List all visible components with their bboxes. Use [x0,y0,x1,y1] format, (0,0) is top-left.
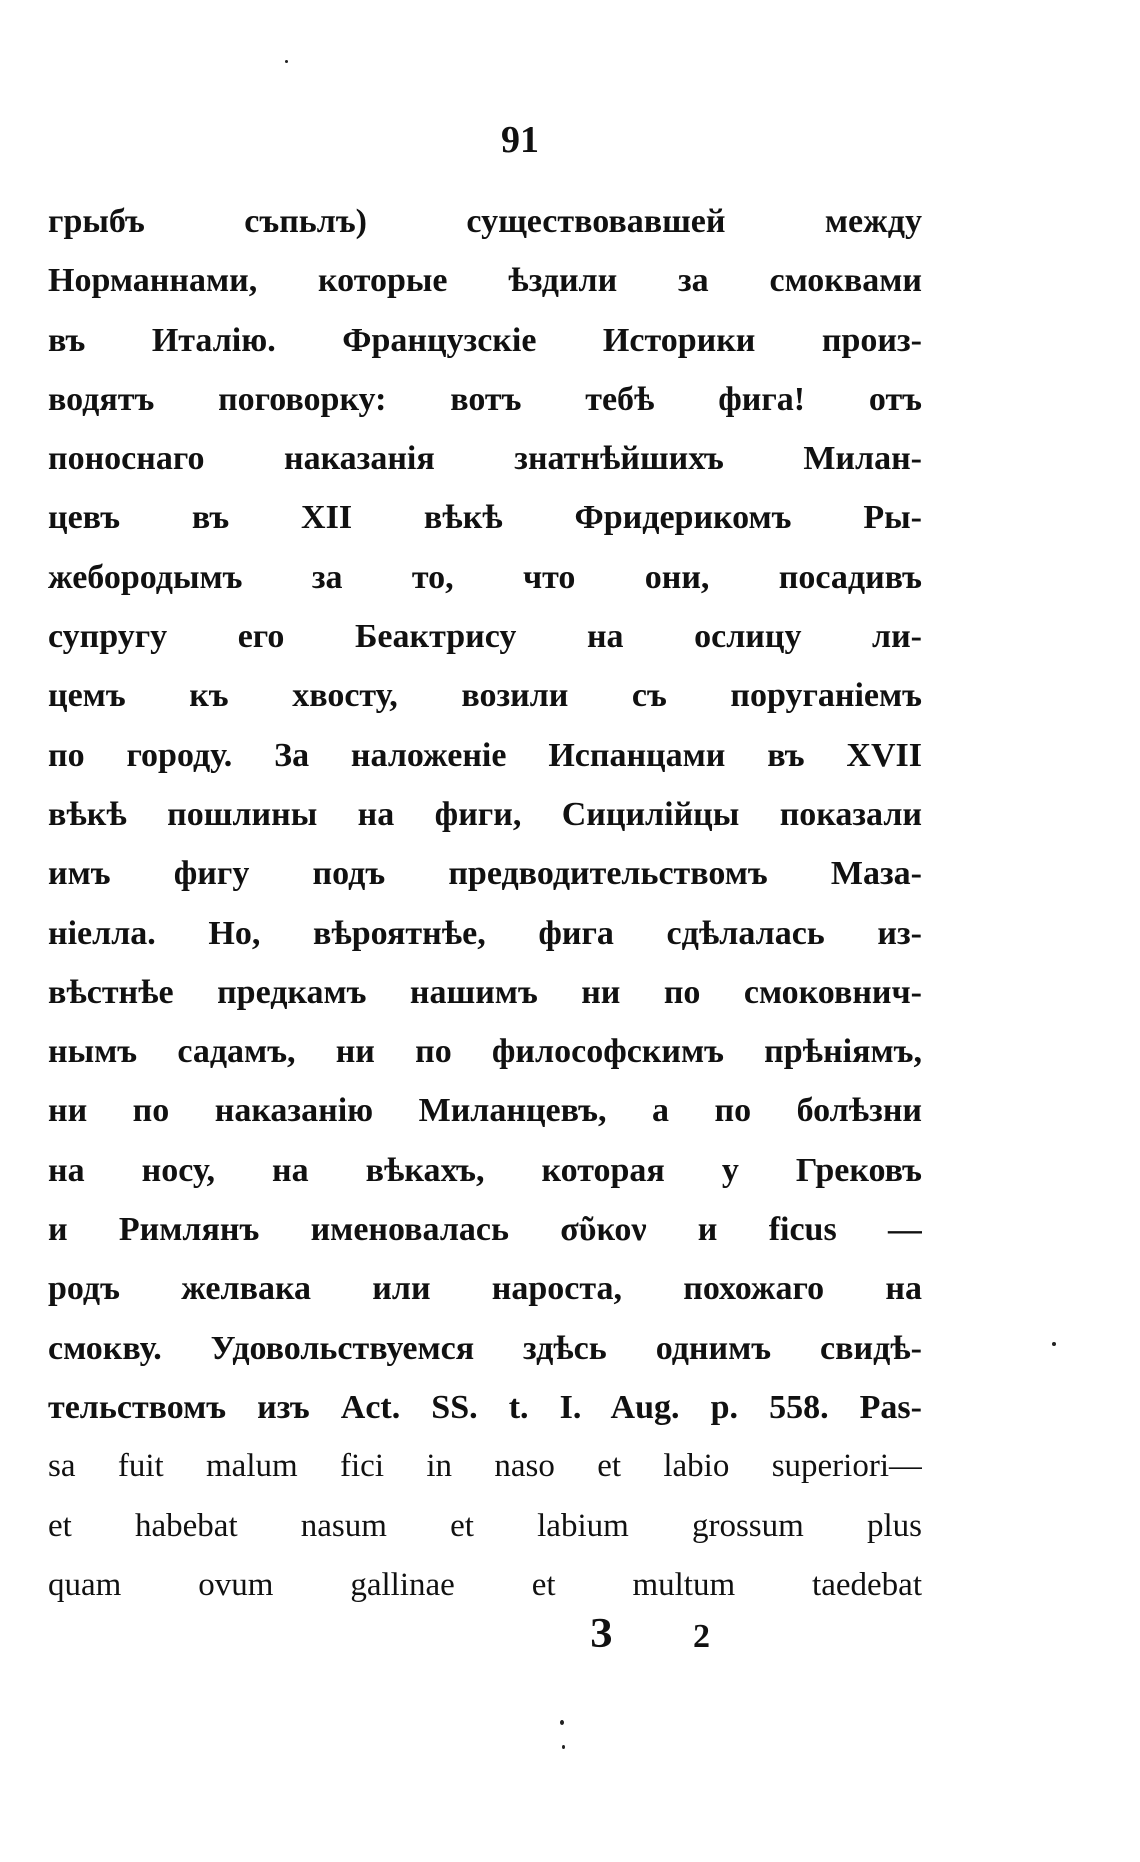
text-line: на носу, на вѣкахъ, которая у Грековъ [48,1151,922,1189]
text-line: вѣстнѣе предкамъ нашимъ ни по смоковнич- [48,973,922,1011]
text-line: жебородымъ за то, что они, посадивъ [48,558,922,596]
text-line: quam ovum gallinae et multum taedebat [48,1566,922,1603]
text-line: и Римлянъ именовалась σῦκον и ficus — [48,1211,922,1249]
page-number: 91 [501,119,539,161]
text-line: ни по наказанію Миланцевъ, а по болѣзни [48,1092,922,1130]
text-line: грыбъ съпьлъ) существовавшей между [48,203,922,240]
ink-speck [1052,1342,1056,1346]
signature-mark [590,1610,710,1658]
text-line: водятъ поговорку: вотъ тебѣ фига! отъ [48,380,922,418]
ink-speck [285,60,288,63]
text-line: поноснаго наказанія знатнѣйшихъ Милан- [48,440,922,478]
signature-letter: З [590,1611,613,1657]
text-line: по городу. За наложеніе Испанцами въ XVII [48,736,922,774]
text-line: въ Италію. Французскіе Историки произ- [48,321,922,359]
text-line: цевъ въ XII вѣкѣ Фридерикомъ Ры- [48,499,922,537]
body-text [48,192,922,1615]
text-line: вѣкѣ пошлины на фиги, Сицилійцы показали [48,795,922,833]
text-line: ніелла. Но, вѣроятнѣе, фига сдѣлалась из- [48,914,922,952]
text-line: нымъ садамъ, ни по философскимъ прѣніямъ, [48,1033,922,1071]
text-line: смокву. Удовольствуемся здѣсь однимъ свидѣ- [48,1329,922,1367]
ink-speck [562,1745,565,1749]
ink-speck [560,1720,564,1725]
signature-number: 2 [693,1618,710,1655]
text-line: sa fuit malum fici in naso et labio superiori— [48,1448,922,1485]
text-line: тельствомъ изъ Act. SS. t. I. Aug. p. 558. Pas- [48,1388,922,1426]
text-line: имъ фигу подъ предводительствомъ Маза- [48,855,922,893]
text-line: Норманнами, которые ѣздили за смоквами [48,262,922,300]
text-line: цемъ къ хвосту, возили съ поруганіемъ [48,677,922,715]
text-line: et habebat nasum et labium grossum plus [48,1507,922,1544]
text-line: родъ желвака или нароста, похожаго на [48,1270,922,1308]
text-line: супругу его Беактрису на ослицу ли- [48,618,922,656]
